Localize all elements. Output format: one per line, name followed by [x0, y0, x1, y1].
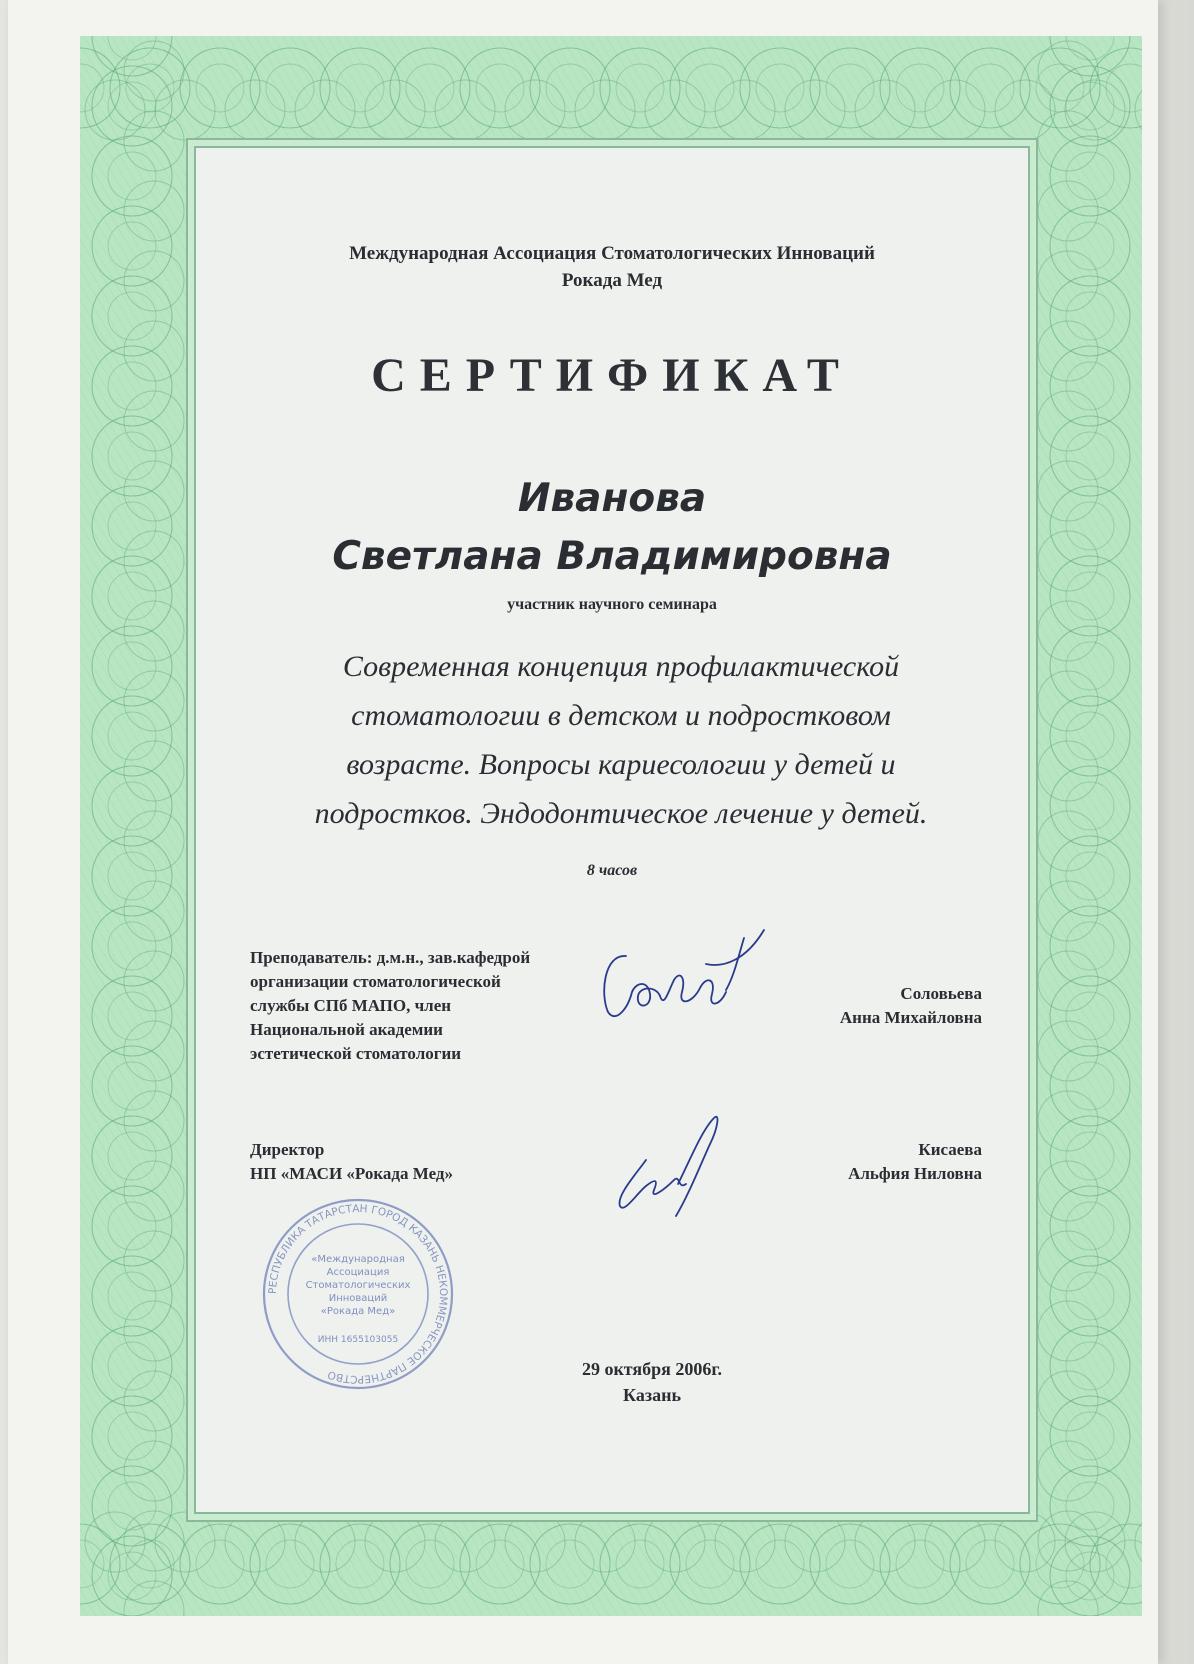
- teacher-title-line: эстетической стоматологии: [250, 1044, 462, 1063]
- guilloche-loop: [530, 48, 610, 128]
- guilloche-loop: [575, 1512, 635, 1572]
- director-title: [250, 1138, 453, 1186]
- teacher-title: [250, 946, 610, 1066]
- guilloche-loop: [92, 1046, 172, 1126]
- seminar-title-line: подростков. Эндодонтическое лечение у детей.: [314, 797, 928, 830]
- hours-label: 8 часов: [586, 862, 638, 879]
- guilloche-loop: [92, 276, 172, 356]
- guilloche-loop: [1066, 362, 1114, 410]
- guilloche-loop: [92, 1116, 172, 1196]
- guilloche-loop: [92, 206, 172, 286]
- teacher-signature: [596, 916, 776, 1046]
- guilloche-hatch: [80, 36, 105, 1616]
- guilloche-loop: [1066, 642, 1114, 690]
- guilloche-loop: [92, 1256, 172, 1336]
- director-title-line: НП «МАСИ «Рокада Мед»: [250, 1164, 454, 1183]
- director-surname: Кисаева: [918, 1140, 982, 1159]
- certificate-title: СЕРТИФИКАТ: [371, 349, 853, 402]
- guilloche-loop: [670, 1524, 750, 1604]
- guilloche-loop: [124, 391, 184, 451]
- guilloche-loop: [124, 251, 184, 311]
- guilloche-loop: [108, 222, 156, 270]
- guilloche-loop: [1066, 782, 1114, 830]
- teacher-name: [840, 982, 982, 1030]
- teacher-surname: Соловьева: [900, 984, 982, 1003]
- guilloche-loop: [406, 1540, 454, 1588]
- guilloche-loop: [476, 1540, 524, 1588]
- guilloche-loop: [92, 696, 172, 776]
- guilloche-loop: [124, 1371, 184, 1431]
- guilloche-loop: [1066, 852, 1114, 900]
- guilloche-loop: [810, 48, 890, 128]
- guilloche-loop: [1036, 1540, 1084, 1588]
- stamp-inner-line: Стоматологических: [305, 1280, 411, 1291]
- organization-header: [196, 240, 1028, 294]
- guilloche-loop: [250, 48, 330, 128]
- guilloche-loop: [124, 671, 184, 731]
- guilloche-hatch: [1137, 36, 1142, 1616]
- guilloche-loop: [1050, 136, 1130, 216]
- guilloche-loop: [124, 181, 184, 241]
- guilloche-loop: [1066, 1062, 1114, 1110]
- guilloche-loop: [896, 64, 944, 112]
- guilloche-hatch: [80, 36, 168, 1616]
- stamp-outer-text: РЕСПУБЛИКА ТАТАРСТАН ГОРОД КАЗАНЬ НЕКОММЕРЧЕСКОЕ ПАРТНЕРСТВО: [266, 1202, 450, 1386]
- certificate-paper: [8, 0, 1158, 1664]
- seminar-title-line: стоматологии в детском и подростковом: [351, 699, 891, 732]
- guilloche-loop: [124, 951, 184, 1011]
- director-given-names: Альфия Ниловна: [848, 1164, 982, 1183]
- guilloche-loop: [1066, 152, 1114, 200]
- teacher-title-line: службы СПб МАПО, член: [250, 996, 452, 1015]
- guilloche-loop: [124, 1231, 184, 1291]
- teacher-title-line: Национальной академии: [250, 1020, 443, 1039]
- guilloche-loop: [600, 48, 680, 128]
- guilloche-loop: [925, 80, 985, 140]
- guilloche-loop: [460, 1524, 540, 1604]
- stamp-inner-line: Инноваций: [328, 1293, 388, 1304]
- guilloche-loop: [1066, 992, 1114, 1040]
- guilloche-loop: [108, 852, 156, 900]
- guilloche-loop: [756, 1540, 804, 1588]
- guilloche-loop: [92, 416, 172, 496]
- guilloche-loop: [1066, 1412, 1114, 1460]
- guilloche-loop: [950, 48, 1030, 128]
- guilloche-loop: [92, 1326, 172, 1406]
- guilloche-hatch: [80, 36, 123, 1616]
- guilloche-loop: [92, 1466, 172, 1546]
- guilloche-loop: [1066, 1482, 1114, 1530]
- guilloche-loop: [92, 486, 172, 566]
- recipient-given-names: Светлана Владимировна: [332, 534, 892, 579]
- issue-city: Казань: [623, 1385, 681, 1405]
- guilloche-loop: [966, 64, 1014, 112]
- director-name: [848, 1138, 982, 1186]
- guilloche-loop: [92, 626, 172, 706]
- guilloche-loop: [108, 642, 156, 690]
- teacher-title-line: организации стоматологической: [250, 972, 501, 991]
- guilloche-loop: [124, 321, 184, 381]
- guilloche-loop: [108, 1272, 156, 1320]
- guilloche-loop: [365, 1512, 425, 1572]
- guilloche-loop: [108, 502, 156, 550]
- guilloche-loop: [320, 48, 400, 128]
- guilloche-loop: [1066, 432, 1114, 480]
- guilloche-loop: [124, 1441, 184, 1501]
- recipient-name: [196, 470, 1028, 586]
- organization-name: Международная Ассоциация Стоматологических Инноваций: [349, 243, 875, 264]
- guilloche-loop: [616, 1540, 664, 1588]
- guilloche-loop: [108, 1552, 156, 1600]
- guilloche-loop: [546, 64, 594, 112]
- guilloche-loop: [180, 48, 260, 128]
- guilloche-loop: [686, 64, 734, 112]
- guilloche-loop: [616, 64, 664, 112]
- guilloche-loop: [1066, 1202, 1114, 1250]
- guilloche-loop: [390, 1524, 470, 1604]
- guilloche-loop: [740, 1524, 820, 1604]
- director-title-line: Директор: [250, 1140, 325, 1159]
- guilloche-loop: [1106, 1540, 1142, 1588]
- guilloche-loop: [92, 66, 172, 146]
- guilloche-loop: [108, 1482, 156, 1530]
- guilloche-loop: [266, 64, 314, 112]
- guilloche-loop: [124, 111, 184, 171]
- guilloche-loop: [108, 712, 156, 760]
- director-signature: [606, 1100, 736, 1230]
- guilloche-loop: [950, 1524, 1030, 1604]
- guilloche-loop: [92, 906, 172, 986]
- guilloche-loop: [124, 531, 184, 591]
- guilloche-loop: [155, 1512, 215, 1572]
- stamp-inner-line: «Рокада Мед»: [320, 1306, 396, 1317]
- seminar-title-line: Современная концепция профилактической: [342, 650, 900, 683]
- guilloche-loop: [336, 1540, 384, 1588]
- guilloche-loop: [826, 64, 874, 112]
- guilloche-loop: [124, 1511, 184, 1571]
- guilloche-loop: [1066, 572, 1114, 620]
- organization-brand: Рокада Мед: [561, 270, 663, 291]
- guilloche-loop: [108, 432, 156, 480]
- guilloche-hatch: [80, 36, 150, 1616]
- guilloche-loop: [320, 1524, 400, 1604]
- guilloche-loop: [124, 461, 184, 521]
- issue-info: [236, 1356, 1068, 1408]
- participant-label: участник научного семинара: [507, 596, 717, 613]
- stamp-inner-line: Ассоциация: [326, 1267, 390, 1278]
- guilloche-loop: [92, 836, 172, 916]
- teacher-title-line: Преподаватель: д.м.н., зав.кафедрой: [250, 948, 531, 967]
- guilloche-loop: [124, 741, 184, 801]
- guilloche-loop: [124, 1301, 184, 1361]
- guilloche-hatch: [1119, 36, 1142, 1616]
- guilloche-loop: [1066, 1272, 1114, 1320]
- guilloche-loop: [108, 1342, 156, 1390]
- guilloche-border: [80, 36, 1142, 1616]
- stamp-inn: ИНН 1655103055: [317, 1335, 399, 1345]
- guilloche-loop: [108, 1062, 156, 1110]
- teacher-given-names: Анна Михайловна: [839, 1008, 982, 1027]
- guilloche-loop: [1050, 1396, 1130, 1476]
- guilloche-loop: [880, 48, 960, 128]
- guilloche-loop: [108, 292, 156, 340]
- guilloche-loop: [196, 64, 244, 112]
- guilloche-loop: [124, 1091, 184, 1151]
- guilloche-loop: [1050, 1186, 1130, 1266]
- guilloche-loop: [108, 1132, 156, 1180]
- guilloche-loop: [1050, 766, 1130, 846]
- guilloche-loop: [785, 1512, 845, 1572]
- guilloche-hatch: [1083, 36, 1142, 1616]
- stamp-inner-line: «Международная: [311, 1254, 405, 1265]
- guilloche-loop: [505, 80, 565, 140]
- guilloche-loop: [686, 1540, 734, 1588]
- seminar-title: [216, 642, 1026, 838]
- guilloche-loop: [1050, 346, 1130, 426]
- guilloche-loop: [124, 601, 184, 661]
- guilloche-loop: [1050, 556, 1130, 636]
- guilloche-loop: [715, 80, 775, 140]
- guilloche-hatch: [80, 36, 204, 1616]
- guilloche-loop: [124, 881, 184, 941]
- guilloche-loop: [124, 1161, 184, 1221]
- guilloche-hatch: [80, 36, 141, 1616]
- guilloche-loop: [124, 811, 184, 871]
- guilloche-loop: [1066, 222, 1114, 270]
- guilloche-loop: [336, 64, 384, 112]
- issue-date: 29 октября 2006г.: [581, 1359, 723, 1379]
- guilloche-loop: [108, 922, 156, 970]
- guilloche-loop: [1050, 976, 1130, 1056]
- guilloche-hatch: [80, 36, 132, 1616]
- guilloche-loop: [1106, 64, 1142, 112]
- seminar-title-line: возрасте. Вопросы кариесологии у детей и: [346, 748, 896, 781]
- certificate-body: [194, 146, 1030, 1514]
- guilloche-loop: [966, 1540, 1014, 1588]
- guilloche-loop: [295, 80, 355, 140]
- recipient-surname: Иванова: [517, 476, 707, 521]
- guilloche-loop: [124, 1021, 184, 1081]
